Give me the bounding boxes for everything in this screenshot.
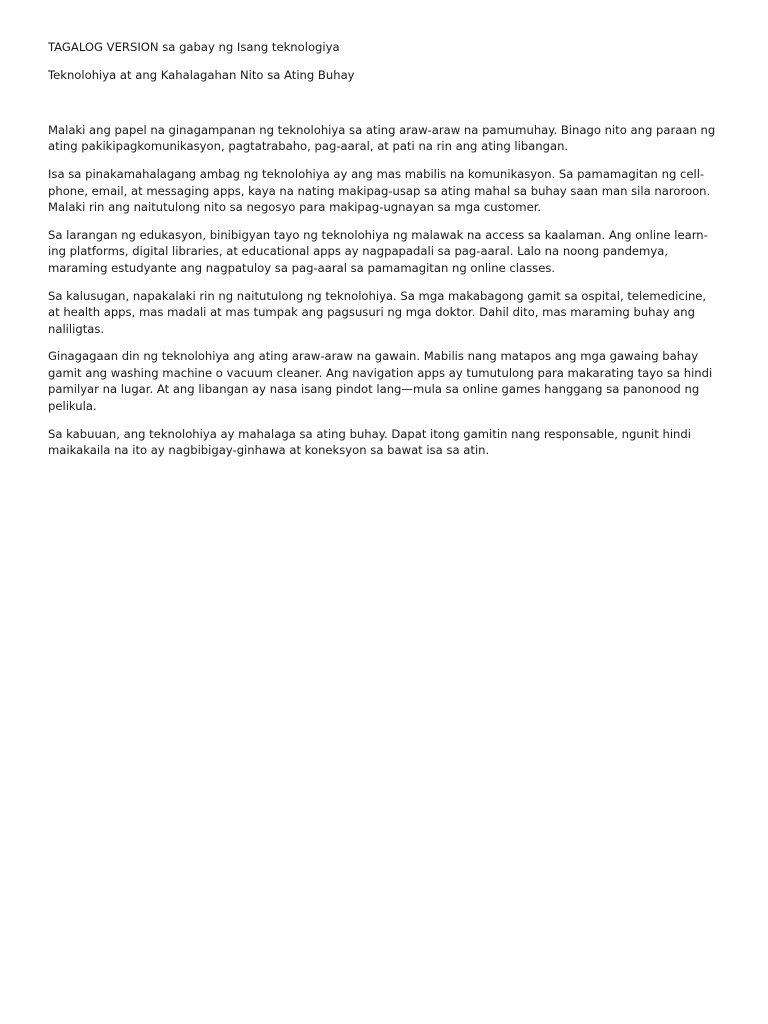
paragraph-2: Isa sa pinakamahalagang ambag ng teknolohiya ay ang mas mabilis na komunikasyon. Sa pamamagitan ng cell-phone, email, at messaging apps, kaya na nating makipag-usap sa ating mahal sa buhay saan man sila naroroon. Malaki rin ang naitutulong nito sa negosyo para makipag-ugnayan sa mga customer. — [48, 167, 711, 215]
paragraph-5: Ginagagaan din ng teknolohiya ang ating araw-araw na gawain. Mabilis nang matapos ang mga gawaing bahay gamit ang washing machine o vacuum cleaner. Ang navigation apps ay tumutulong para makarating tayo sa hindi pamilyar na lugar. At ang libangan ay nasa isang pindot lang—mula sa online games hanggang sa panonood ng pelikula. — [48, 349, 713, 413]
document-title: Teknolohiya at ang Kahalagahan Nito sa Ating Buhay — [48, 67, 355, 82]
document-page — [48, 39, 720, 470]
header-line: TAGALOG VERSION sa gabay ng Isang teknologiya — [48, 40, 340, 54]
paragraph-1: Malaki ang papel na ginagampanan ng teknolohiya sa ating araw-araw na pamumuhay. Binago nito ang paraan ng ating pakikipagkomunikasyon, pagtatrabaho, pag-aaral, at pati na rin ang ating libangan. — [48, 123, 716, 154]
paragraph-3: Sa larangan ng edukasyon, binibigyan tayo ng teknolohiya ng malawak na access sa kaalaman. Ang online learn-ing platforms, digital libraries, at educational apps ay nagpapadali sa pag-aaral. Lalo na noong pandemya, maraming estudyante ang nagpatuloy sa pag-aaral sa pamamagitan ng online classes. — [48, 228, 708, 275]
document-body — [48, 122, 720, 458]
paragraph-6: Sa kabuuan, ang teknolohiya ay mahalaga sa ating buhay. Dapat itong gamitin nang responsable, ngunit hindi maikakaila na ito ay nagbibigay-ginhawa at koneksyon sa bawat isa sa atin. — [48, 426, 691, 457]
paragraph-4: Sa kalusugan, napakalaki rin ng naitutulong ng teknolohiya. Sa mga makabagong gamit sa ospital, telemedicine, at health apps, mas madali at mas tumpak ang pagsusuri ng mga doktor. Dahil dito, mas maraming buhay ang naliligtas. — [48, 288, 707, 336]
